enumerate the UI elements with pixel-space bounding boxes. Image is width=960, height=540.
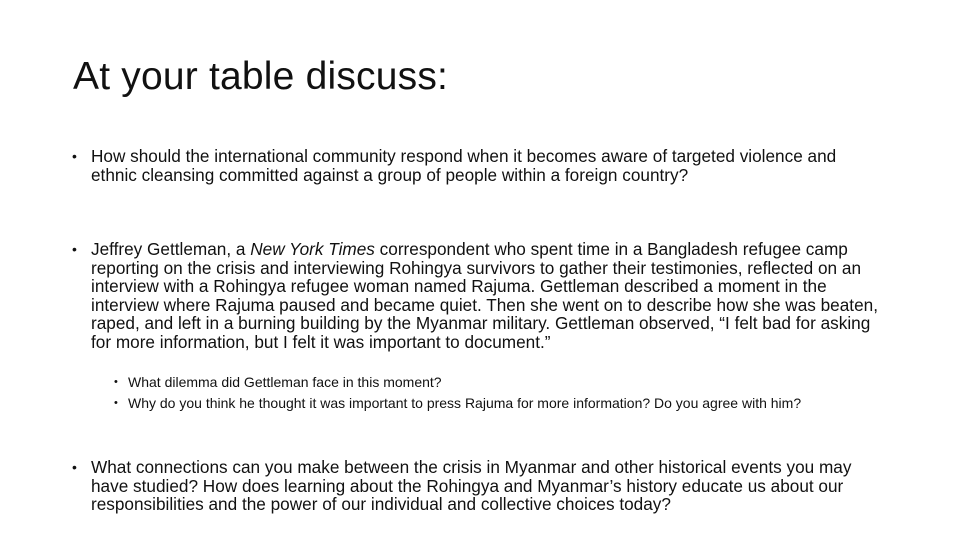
bullet-1	[91, 147, 871, 184]
sub-bullet-2-text: Why do you think he thought it was important to press Rajuma for more information? Do you agree with him?	[128, 395, 802, 411]
bullet-3	[91, 458, 871, 514]
bullet-2-text-after: correspondent who spent time in a Bangladesh refugee camp reporting on the crisis and interviewing Rohingya survivors to gather their testimonies, reflected on an interview with a Rohingya refugee woman named Rajuma. Gettleman described a moment in the interview where Rajuma paused and became quiet. Then she went on to describe how she was beaten, raped, and left in a burning building by the Myanmar military. Gettleman observed, “I felt bad for asking for more information, but I felt it was important to document.”	[91, 239, 878, 352]
slide-title: At your table discuss:	[73, 55, 449, 98]
bullet-2	[91, 240, 891, 352]
bullet-3-text: What connections can you make between the crisis in Myanmar and other historical events you may have studied? How does learning about the Rohingya and Myanmar’s history educate us about our responsibilities and the power of our individual and collective choices today?	[91, 457, 852, 515]
bullet-2-text-before: Jeffrey Gettleman, a	[91, 239, 251, 259]
publication-name: New York Times	[250, 239, 375, 259]
sub-bullet-1-text: What dilemma did Gettleman face in this moment?	[128, 374, 442, 390]
bullet-1-text: How should the international community respond when it becomes aware of targeted violence and ethnic cleansing committed against a group of people within a foreign country?	[91, 146, 837, 185]
sub-bullet-1	[128, 374, 888, 390]
sub-bullet-2	[128, 395, 868, 411]
